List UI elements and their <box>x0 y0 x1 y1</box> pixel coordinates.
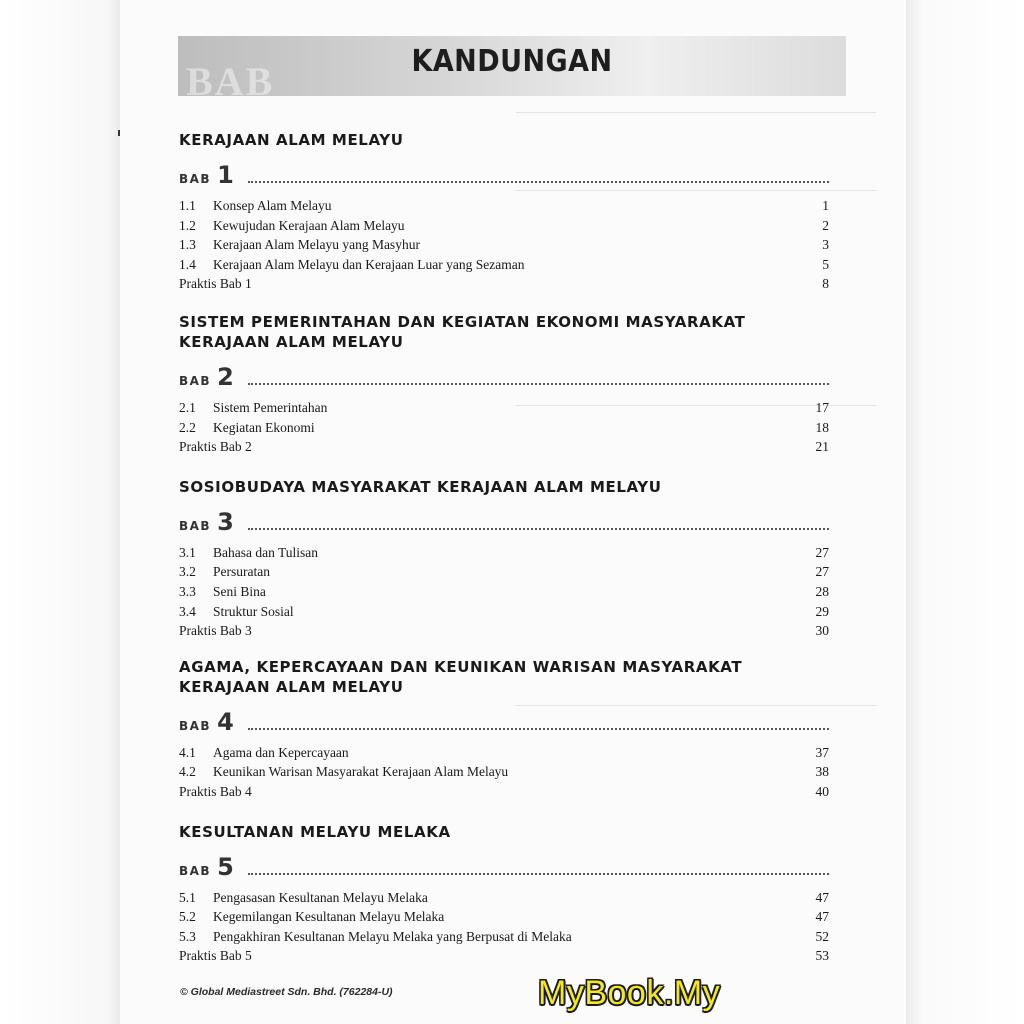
entry-number: 1.1 <box>179 198 196 213</box>
toc-entry <box>179 888 829 908</box>
scan-margin-left <box>0 0 120 1024</box>
toc-section <box>179 477 829 657</box>
entry-page-number: 17 <box>815 399 829 415</box>
entry-page-number: 5 <box>822 256 829 272</box>
table-of-contents <box>179 130 829 966</box>
chapter-number: 5 <box>217 852 234 881</box>
dotted-leader <box>248 728 829 730</box>
copyright-footer: © Global Mediastreet Sdn. Bhd. (762284-U) <box>180 986 393 998</box>
entry-title: Seni Bina <box>213 583 266 599</box>
entry-title: Kegemilangan Kesultanan Melayu Melaka <box>213 909 445 925</box>
chapter-heading <box>179 846 829 880</box>
section-title: KERAJAAN ALAM MELAYU <box>179 131 404 149</box>
chapter-number: 4 <box>217 707 234 736</box>
entry-title: Kerajaan Alam Melayu yang Masyhur <box>213 237 420 253</box>
entry-title: Konsep Alam Melayu <box>213 198 332 213</box>
toc-entry <box>179 235 829 255</box>
entry-title: Kerajaan Alam Melayu dan Kerajaan Luar yang Sezaman <box>213 256 525 272</box>
practice-title: Praktis Bab 4 <box>179 783 252 799</box>
entry-title: Persuratan <box>213 564 270 580</box>
chapter-heading <box>179 356 829 390</box>
entry-title: Kegiatan Ekonomi <box>213 419 315 435</box>
entry-title: Keunikan Warisan Masyarakat Kerajaan Alam Melayu <box>213 764 509 780</box>
entry-page-number: 2 <box>822 217 829 233</box>
section-title: SOSIOBUDAYA MASYARAKAT KERAJAAN ALAM MELAYU <box>179 477 662 496</box>
chapter-number: 3 <box>217 507 234 536</box>
section-title: KERAJAAN ALAM MELAYU <box>179 677 404 696</box>
entry-number: 3.1 <box>179 544 196 560</box>
section-title: SISTEM PEMERINTAHAN DAN KEGIATAN EKONOMI MASYARAKAT <box>179 312 746 331</box>
entry-title: Kewujudan Kerajaan Alam Melayu <box>213 217 405 233</box>
practice-title: Praktis Bab 2 <box>179 439 252 455</box>
section-title: KESULTANAN MELAYU MELAKA <box>179 822 451 841</box>
chapter-heading <box>179 701 829 735</box>
practice-title: Praktis Bab 1 <box>179 276 252 292</box>
scan-margin-right <box>906 0 1024 1024</box>
chapter-label: BAB <box>179 518 212 533</box>
entry-title: Pengasasan Kesultanan Melayu Melaka <box>213 889 428 905</box>
entry-number: 4.2 <box>179 764 196 780</box>
bleed-through-line <box>516 112 876 113</box>
chapter-number: 2 <box>217 362 234 391</box>
toc-entry <box>179 743 829 763</box>
toc-section <box>179 657 829 822</box>
entry-page-number: 28 <box>815 583 829 599</box>
toc-entry <box>179 418 829 438</box>
entry-title: Pengakhiran Kesultanan Melayu Melaka yang Berpusat di Melaka <box>213 928 572 944</box>
practice-entry <box>179 437 829 457</box>
watermark-logo: MyBook.My <box>538 974 721 1012</box>
dotted-leader <box>248 528 829 530</box>
toc-entry <box>179 216 829 236</box>
chapter-number: 1 <box>217 161 234 189</box>
toc-entry <box>179 907 829 927</box>
entry-list <box>179 543 829 641</box>
entry-page-number: 37 <box>815 744 829 760</box>
entry-title: Struktur Sosial <box>213 603 294 619</box>
practice-entry <box>179 274 829 294</box>
practice-title: Praktis Bab 5 <box>179 948 252 964</box>
entry-page-number: 18 <box>815 419 829 435</box>
entry-page-number: 27 <box>815 564 829 580</box>
toc-section <box>179 822 829 966</box>
document-page <box>120 0 906 1024</box>
entry-number: 3.4 <box>179 603 196 619</box>
entry-number: 1.3 <box>179 237 196 253</box>
entry-number: 3.2 <box>179 564 196 580</box>
toc-section <box>179 312 829 477</box>
practice-page-number: 40 <box>815 783 829 799</box>
practice-page-number: 30 <box>815 623 829 639</box>
entry-number: 5.2 <box>179 909 196 925</box>
toc-entry <box>179 255 829 275</box>
practice-page-number: 21 <box>815 439 829 455</box>
entry-list <box>179 743 829 802</box>
toc-entry <box>179 582 829 602</box>
practice-entry <box>179 782 829 802</box>
section-title: AGAMA, KEPERCAYAAN DAN KEUNIKAN WARISAN MASYARAKAT <box>179 657 743 676</box>
toc-entry <box>179 762 829 782</box>
dotted-leader <box>248 873 829 875</box>
entry-page-number: 27 <box>815 544 829 560</box>
chapter-label: BAB <box>179 863 212 878</box>
practice-page-number: 8 <box>822 276 829 292</box>
chapter-heading <box>179 154 829 188</box>
entry-page-number: 47 <box>815 909 829 925</box>
entry-page-number: 47 <box>815 889 829 905</box>
entry-number: 2.2 <box>179 419 196 435</box>
chapter-label: BAB <box>179 172 212 186</box>
dotted-leader <box>248 181 829 183</box>
entry-list <box>179 398 829 457</box>
entry-number: 1.4 <box>179 256 196 272</box>
toc-entry <box>179 543 829 563</box>
practice-page-number: 53 <box>815 948 829 964</box>
entry-page-number: 29 <box>815 603 829 619</box>
title-banner <box>178 36 846 96</box>
chapter-label: BAB <box>179 373 212 388</box>
entry-number: 1.2 <box>179 217 196 233</box>
chapter-label: BAB <box>179 718 212 733</box>
entry-page-number: 1 <box>822 198 829 213</box>
entry-title: Agama dan Kepercayaan <box>213 744 349 760</box>
entry-page-number: 3 <box>822 237 829 253</box>
toc-entry <box>179 398 829 418</box>
toc-entry <box>179 602 829 622</box>
toc-section <box>179 130 829 312</box>
entry-number: 2.1 <box>179 399 196 415</box>
entry-number: 4.1 <box>179 744 196 760</box>
practice-entry <box>179 621 829 641</box>
entry-title: Sistem Pemerintahan <box>213 399 328 415</box>
entry-list <box>179 888 829 966</box>
dotted-leader <box>248 383 829 385</box>
practice-title: Praktis Bab 3 <box>179 623 252 639</box>
entry-number: 5.3 <box>179 928 196 944</box>
section-title: KERAJAAN ALAM MELAYU <box>179 332 404 351</box>
entry-number: 5.1 <box>179 889 196 905</box>
entry-number: 3.3 <box>179 583 196 599</box>
page-title: KANDUNGAN <box>411 44 613 79</box>
toc-entry <box>179 562 829 582</box>
entry-page-number: 52 <box>815 928 829 944</box>
banner-ghost-text: BAB <box>186 59 275 96</box>
entry-page-number: 38 <box>815 764 829 780</box>
practice-entry <box>179 946 829 966</box>
chapter-heading <box>179 501 829 535</box>
toc-entry <box>179 927 829 947</box>
toc-entry <box>179 196 829 216</box>
entry-title: Bahasa dan Tulisan <box>213 544 319 560</box>
entry-list <box>179 196 829 294</box>
